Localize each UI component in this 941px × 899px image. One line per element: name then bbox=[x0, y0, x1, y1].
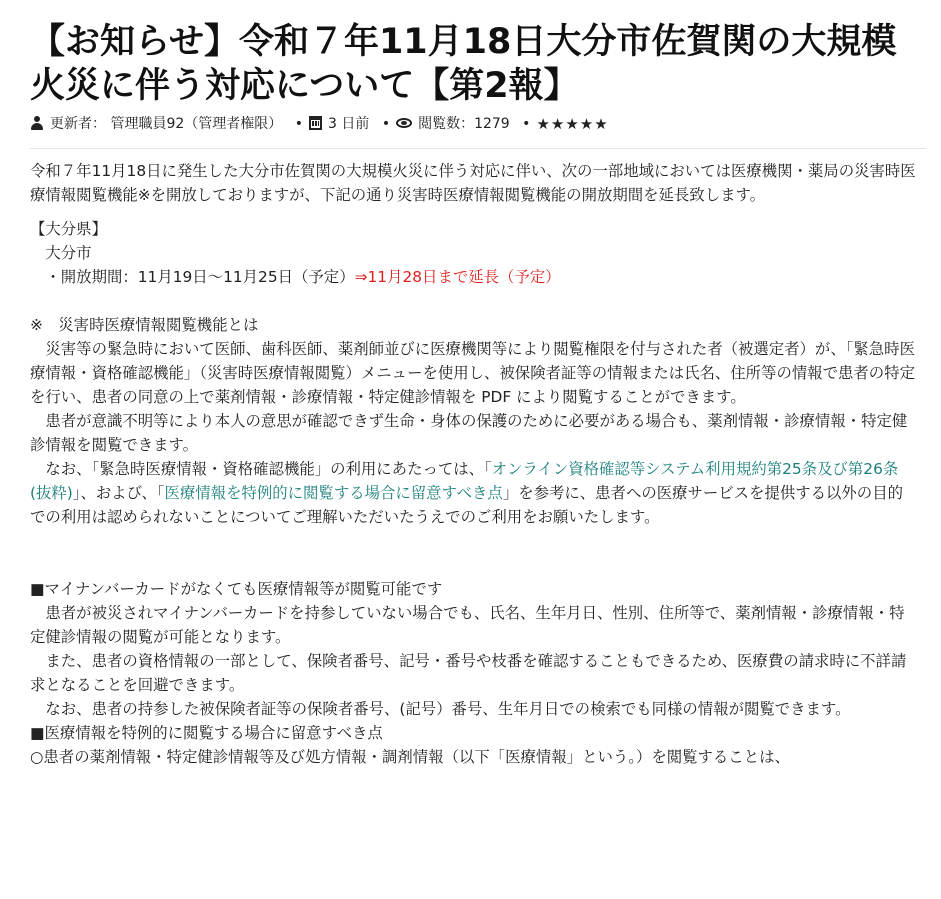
note-text: なお、「緊急時医療情報・資格確認機能」の利用にあたっては、「 bbox=[30, 460, 492, 478]
region-prefecture: 【大分県】 bbox=[30, 220, 107, 238]
header-divider bbox=[30, 148, 926, 149]
eye-icon bbox=[396, 118, 412, 128]
note-text: 」を参考に、患者への医療サービスを提供する以外の目的での利用は認められないことについてご理解いただいたうえでのご利用をお願いたします。 bbox=[30, 484, 903, 526]
calendar-icon bbox=[309, 116, 322, 130]
post-date: 3 日前 bbox=[328, 116, 370, 132]
mynumber-paragraph-2: また、患者の資格情報の一部として、保険者番号、記号・番号や枝番を確認することもできるため、医療費の請求時に不詳請求となることを回避できます。 bbox=[30, 652, 907, 694]
meta-separator: • bbox=[381, 116, 391, 132]
view-count: 閲覧数：1279 bbox=[418, 116, 510, 132]
page-title: 【お知らせ】令和７年11月18日大分市佐賀関の大規模火災に伴う対応について【第2報】 bbox=[30, 22, 897, 106]
note-text: 」、および、「 bbox=[72, 484, 165, 502]
article-body bbox=[30, 159, 916, 769]
mynumber-paragraph-1: 患者が被災されマイナンバーカードを持参していない場合でも、氏名、生年月日、性別、住所等で、薬剤情報・診療情報・特定健診情報の閲覧が可能となります。 bbox=[30, 604, 905, 646]
updater-name: 管理職員92（管理者権限） bbox=[110, 116, 283, 132]
note-paragraph-2: 患者が意識不明等により本人の意思が確認できず生命・身体の保護のために必要がある場合も、薬剤情報・診療情報・特定健診情報を閲覧できます。 bbox=[30, 412, 908, 454]
region-city: 大分市 bbox=[30, 244, 92, 262]
user-icon bbox=[30, 116, 44, 130]
terms-link[interactable]: オンライン資格確認等システム利用規約第25条及び第26条(抜粋) bbox=[30, 460, 899, 502]
caution-points-link[interactable]: 医療情報を特例的に閲覧する場合に留意すべき点 bbox=[164, 484, 503, 502]
meta-separator: • bbox=[294, 116, 303, 132]
caution-paragraph-1: ○患者の薬剤情報・特定健診情報等及び処方情報・調剤情報（以下「医療情報」という。）を閲覧することは、 bbox=[30, 748, 790, 766]
note-heading: ※ 災害時医療情報閲覧機能とは bbox=[30, 316, 259, 334]
note-paragraph-3 bbox=[30, 457, 916, 529]
meta-separator: • bbox=[522, 116, 531, 132]
period-extension: ⇒11月28日まで延長（予定） bbox=[354, 268, 561, 286]
region-period bbox=[30, 265, 916, 289]
intro-paragraph: 令和７年11月18日に発生した大分市佐賀関の大規模火災に伴う対応に伴い、次の一部地域においては医療機関・薬局の災害時医療情報閲覧機能※を開放しておりますが、下記の通り災害時医療情報閲覧機能の開放期間を延長致します。 bbox=[30, 162, 916, 204]
article-meta bbox=[30, 114, 920, 134]
mynumber-paragraph-3: なお、患者の持参した被保険者証等の保険者番号、(記号）番号、生年月日での検索でも同様の情報が閲覧できます。 bbox=[30, 700, 851, 718]
mynumber-heading: ■マイナンバーカードがなくても医療情報等が閲覧可能です bbox=[30, 580, 443, 598]
rating-stars[interactable]: ★★★★★ bbox=[536, 115, 609, 133]
updater-label: 更新者： bbox=[50, 116, 106, 132]
caution-heading: ■医療情報を特例的に閲覧する場合に留意すべき点 bbox=[30, 724, 383, 742]
note-paragraph-1: 災害等の緊急時において医師、歯科医師、薬剤師並びに医療機関等により閲覧権限を付与された者（被選定者）が、「緊急時医療情報・資格確認機能」（災害時医療情報閲覧）メニューを使用し、被保険者証等の情報または氏名、住所等の情報で患者の特定を行い、患者の同意の上で薬剤情報・診療情報・特定健診情報を PDF により閲覧することができます。 bbox=[30, 340, 915, 406]
period-text: ・開放期間：11月19日～11月25日（予定） bbox=[30, 268, 355, 286]
